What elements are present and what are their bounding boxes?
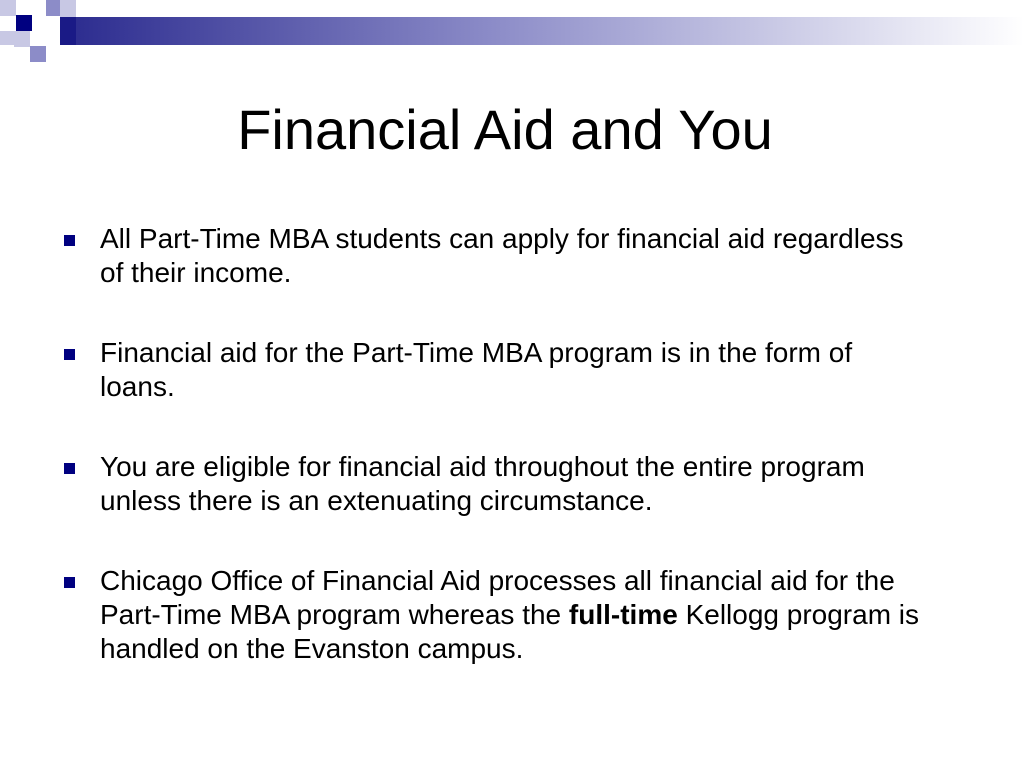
- checker-square: [0, 0, 16, 16]
- checker-square: [60, 17, 76, 45]
- bullet-item: [64, 450, 934, 518]
- checker-square: [14, 31, 30, 47]
- square-bullet-icon: [64, 463, 75, 474]
- checker-square: [0, 31, 14, 45]
- bullet-item: [64, 564, 934, 666]
- bullet-item: [64, 336, 934, 404]
- checker-square: [46, 31, 62, 47]
- bullet-text-bold: full-time: [568, 599, 678, 630]
- bullet-text-end: Kellogg program is handled on the Evanston campus.: [100, 599, 920, 664]
- header-decoration: [0, 0, 1024, 64]
- bullet-text-start: Chicago Office of Financial Aid processes all financial aid for the Part-Time MBA program whereas the: [100, 565, 895, 630]
- checker-square: [60, 0, 76, 17]
- bullet-text: You are eligible for financial aid throughout the entire program unless there is an extenuating circumstance.: [100, 451, 865, 516]
- bullet-item: [64, 222, 934, 290]
- bullet-text: Financial aid for the Part-Time MBA program is in the form of loans.: [100, 337, 853, 402]
- checker-square: [30, 46, 46, 62]
- header-gradient-bar: [60, 17, 1024, 45]
- checker-square: [32, 0, 46, 14]
- checker-square: [0, 16, 14, 30]
- square-bullet-icon: [64, 235, 75, 246]
- bullet-list: [64, 222, 934, 712]
- checker-square: [46, 0, 60, 16]
- slide-title: Financial Aid and You: [237, 98, 773, 161]
- bullet-text: All Part-Time MBA students can apply for financial aid regardless of their income.: [100, 223, 904, 288]
- square-bullet-icon: [64, 349, 75, 360]
- square-bullet-icon: [64, 577, 75, 588]
- checker-square: [16, 15, 32, 31]
